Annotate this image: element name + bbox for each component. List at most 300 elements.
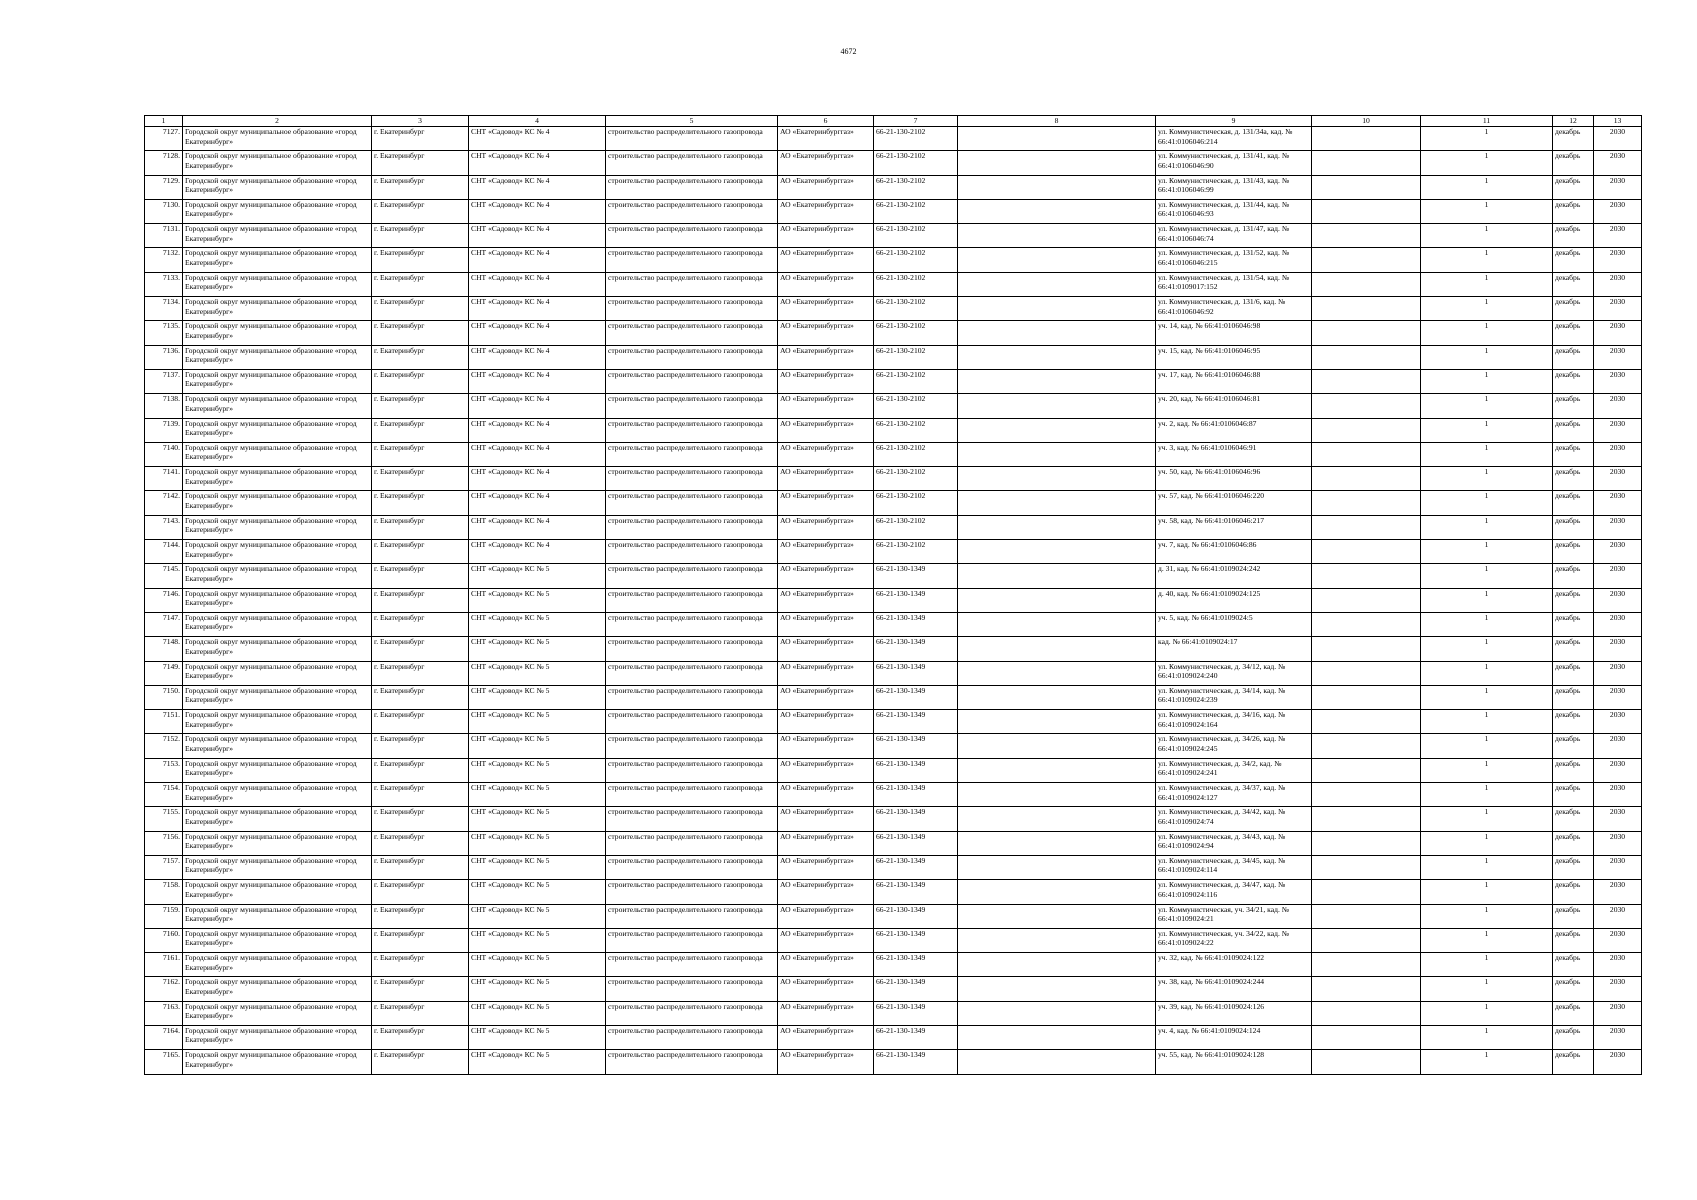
cell-col-9: ул. Коммунистическая, д. 34/47, кад. № 66:41:0109024:116 [1156,880,1312,904]
cell-col-5: строительство распределительного газопровода [606,953,778,977]
cell-col-12: декабрь [1553,224,1594,248]
column-number-3: 3 [372,116,469,127]
cell-col-8 [958,151,1156,175]
cell-col-11: 1 [1421,783,1553,807]
cell-col-1: 7156. [145,831,183,855]
cell-col-4: СНТ «Садовод» КС № 5 [469,661,606,685]
cell-col-4: СНТ «Садовод» КС № 5 [469,783,606,807]
cell-col-6: АО «Екатеринбурггаз» [778,345,874,369]
cell-col-13: 2030 [1594,904,1642,928]
cell-col-7: 66-21-130-2102 [874,491,958,515]
cell-col-5: строительство распределительного газопровода [606,175,778,199]
cell-col-11: 1 [1421,685,1553,709]
cell-col-11: 1 [1421,661,1553,685]
cell-col-3: г. Екатеринбург [372,831,469,855]
cell-col-6: АО «Екатеринбурггаз» [778,685,874,709]
cell-col-12: декабрь [1553,783,1594,807]
cell-col-4: СНТ «Садовод» КС № 5 [469,855,606,879]
cell-col-11: 1 [1421,442,1553,466]
cell-col-10 [1312,297,1421,321]
cell-col-3: г. Екатеринбург [372,540,469,564]
cell-col-5: строительство распределительного газопровода [606,272,778,296]
cell-col-10 [1312,1001,1421,1025]
cell-col-1: 7127. [145,127,183,151]
cell-col-13: 2030 [1594,685,1642,709]
cell-col-6: АО «Екатеринбурггаз» [778,248,874,272]
cell-col-7: 66-21-130-1349 [874,637,958,661]
cell-col-5: строительство распределительного газопровода [606,807,778,831]
cell-col-11: 1 [1421,758,1553,782]
cell-col-4: СНТ «Садовод» КС № 5 [469,880,606,904]
cell-col-3: г. Екатеринбург [372,855,469,879]
cell-col-5: строительство распределительного газопровода [606,224,778,248]
cell-col-12: декабрь [1553,467,1594,491]
cell-col-13: 2030 [1594,831,1642,855]
cell-col-8 [958,224,1156,248]
cell-col-1: 7147. [145,612,183,636]
cell-col-1: 7137. [145,369,183,393]
table-row [145,904,1642,928]
cell-col-13: 2030 [1594,855,1642,879]
cell-col-13: 2030 [1594,1050,1642,1074]
cell-col-3: г. Екатеринбург [372,807,469,831]
cell-col-3: г. Екатеринбург [372,783,469,807]
cell-col-2: Городской округ муниципальное образование «город Екатеринбург» [183,199,372,223]
cell-col-3: г. Екатеринбург [372,491,469,515]
cell-col-7: 66-21-130-1349 [874,661,958,685]
cell-col-7: 66-21-130-2102 [874,151,958,175]
cell-col-6: АО «Екатеринбурггаз» [778,491,874,515]
table-row [145,515,1642,539]
cell-col-7: 66-21-130-2102 [874,297,958,321]
table-row [145,588,1642,612]
cell-col-8 [958,710,1156,734]
cell-col-3: г. Екатеринбург [372,734,469,758]
cell-col-1: 7151. [145,710,183,734]
cell-col-11: 1 [1421,831,1553,855]
cell-col-13: 2030 [1594,1025,1642,1049]
cell-col-7: 66-21-130-1349 [874,758,958,782]
cell-col-3: г. Екатеринбург [372,127,469,151]
cell-col-11: 1 [1421,199,1553,223]
cell-col-4: СНТ «Садовод» КС № 5 [469,588,606,612]
cell-col-11: 1 [1421,321,1553,345]
cell-col-7: 66-21-130-2102 [874,515,958,539]
table-row [145,1001,1642,1025]
cell-col-6: АО «Екатеринбурггаз» [778,224,874,248]
cell-col-7: 66-21-130-2102 [874,248,958,272]
cell-col-5: строительство распределительного газопровода [606,904,778,928]
cell-col-7: 66-21-130-2102 [874,442,958,466]
cell-col-11: 1 [1421,127,1553,151]
table-row [145,637,1642,661]
table-row [145,831,1642,855]
cell-col-11: 1 [1421,710,1553,734]
cell-col-8 [958,394,1156,418]
cell-col-3: г. Екатеринбург [372,418,469,442]
cell-col-4: СНТ «Садовод» КС № 5 [469,710,606,734]
cell-col-10 [1312,637,1421,661]
cell-col-6: АО «Екатеринбурггаз» [778,588,874,612]
cell-col-12: декабрь [1553,491,1594,515]
cell-col-9: ул. Коммунистическая, уч. 34/22, кад. № 66:41:0109024:22 [1156,928,1312,952]
cell-col-1: 7142. [145,491,183,515]
cell-col-3: г. Екатеринбург [372,904,469,928]
table-row [145,953,1642,977]
cell-col-2: Городской округ муниципальное образование «город Екатеринбург» [183,297,372,321]
cell-col-9: ул. Коммунистическая, д. 131/41, кад. № 66:41:0106046:90 [1156,151,1312,175]
cell-col-4: СНТ «Садовод» КС № 5 [469,734,606,758]
cell-col-2: Городской округ муниципальное образование «город Екатеринбург» [183,540,372,564]
cell-col-8 [958,297,1156,321]
cell-col-4: СНТ «Садовод» КС № 4 [469,345,606,369]
cell-col-9: уч. 7, кад. № 66:41:0106046:86 [1156,540,1312,564]
cell-col-13: 2030 [1594,442,1642,466]
cell-col-11: 1 [1421,904,1553,928]
table-row [145,442,1642,466]
cell-col-9: уч. 57, кад. № 66:41:0106046:220 [1156,491,1312,515]
cell-col-1: 7130. [145,199,183,223]
cell-col-4: СНТ «Садовод» КС № 4 [469,515,606,539]
cell-col-3: г. Екатеринбург [372,588,469,612]
cell-col-2: Городской округ муниципальное образование «город Екатеринбург» [183,272,372,296]
cell-col-8 [958,321,1156,345]
table-row [145,661,1642,685]
cell-col-10 [1312,953,1421,977]
cell-col-8 [958,783,1156,807]
page-number: 4672 [840,47,857,56]
cell-col-7: 66-21-130-1349 [874,904,958,928]
cell-col-13: 2030 [1594,248,1642,272]
cell-col-7: 66-21-130-2102 [874,540,958,564]
cell-col-13: 2030 [1594,928,1642,952]
cell-col-13: 2030 [1594,491,1642,515]
cell-col-4: СНТ «Садовод» КС № 5 [469,831,606,855]
cell-col-3: г. Екатеринбург [372,1050,469,1074]
cell-col-13: 2030 [1594,953,1642,977]
cell-col-10 [1312,491,1421,515]
cell-col-10 [1312,345,1421,369]
cell-col-9: ул. Коммунистическая, д. 34/16, кад. № 66:41:0109024:164 [1156,710,1312,734]
cell-col-6: АО «Екатеринбурггаз» [778,467,874,491]
cell-col-5: строительство распределительного газопровода [606,758,778,782]
cell-col-3: г. Екатеринбург [372,515,469,539]
cell-col-5: строительство распределительного газопровода [606,855,778,879]
cell-col-9: ул. Коммунистическая, д. 131/6, кад. № 66:41:0106046:92 [1156,297,1312,321]
cell-col-13: 2030 [1594,880,1642,904]
cell-col-13: 2030 [1594,977,1642,1001]
cell-col-5: строительство распределительного газопровода [606,928,778,952]
cell-col-7: 66-21-130-2102 [874,321,958,345]
cell-col-7: 66-21-130-1349 [874,1050,958,1074]
cell-col-6: АО «Екатеринбурггаз» [778,564,874,588]
cell-col-13: 2030 [1594,612,1642,636]
cell-col-9: уч. 2, кад. № 66:41:0106046:87 [1156,418,1312,442]
cell-col-7: 66-21-130-1349 [874,685,958,709]
cell-col-2: Городской округ муниципальное образование «город Екатеринбург» [183,442,372,466]
column-number-8: 8 [958,116,1156,127]
cell-col-6: АО «Екатеринбурггаз» [778,904,874,928]
cell-col-6: АО «Екатеринбурггаз» [778,1001,874,1025]
table-row [145,175,1642,199]
cell-col-13: 2030 [1594,369,1642,393]
cell-col-7: 66-21-130-2102 [874,127,958,151]
cell-col-12: декабрь [1553,418,1594,442]
cell-col-10 [1312,880,1421,904]
cell-col-8 [958,540,1156,564]
table-row [145,199,1642,223]
cell-col-1: 7145. [145,564,183,588]
cell-col-4: СНТ «Садовод» КС № 5 [469,904,606,928]
cell-col-9: уч. 39, кад. № 66:41:0109024:126 [1156,1001,1312,1025]
cell-col-2: Городской округ муниципальное образование «город Екатеринбург» [183,928,372,952]
cell-col-1: 7164. [145,1025,183,1049]
cell-col-10 [1312,855,1421,879]
cell-col-9: уч. 15, кад. № 66:41:0106046:95 [1156,345,1312,369]
table-row [145,297,1642,321]
cell-col-5: строительство распределительного газопровода [606,199,778,223]
cell-col-10 [1312,540,1421,564]
cell-col-7: 66-21-130-2102 [874,175,958,199]
cell-col-3: г. Екатеринбург [372,564,469,588]
cell-col-10 [1312,467,1421,491]
cell-col-4: СНТ «Садовод» КС № 4 [469,248,606,272]
cell-col-11: 1 [1421,588,1553,612]
cell-col-9: ул. Коммунистическая, д. 34/43, кад. № 66:41:0109024:94 [1156,831,1312,855]
cell-col-12: декабрь [1553,394,1594,418]
cell-col-12: декабрь [1553,758,1594,782]
cell-col-4: СНТ «Садовод» КС № 4 [469,491,606,515]
cell-col-13: 2030 [1594,564,1642,588]
cell-col-2: Городской округ муниципальное образование «город Екатеринбург» [183,175,372,199]
cell-col-13: 2030 [1594,1001,1642,1025]
cell-col-1: 7162. [145,977,183,1001]
cell-col-8 [958,199,1156,223]
cell-col-8 [958,369,1156,393]
cell-col-1: 7144. [145,540,183,564]
cell-col-8 [958,515,1156,539]
cell-col-8 [958,904,1156,928]
cell-col-2: Городской округ муниципальное образование «город Екатеринбург» [183,248,372,272]
cell-col-7: 66-21-130-2102 [874,199,958,223]
cell-col-9: уч. 32, кад. № 66:41:0109024:122 [1156,953,1312,977]
cell-col-9: ул. Коммунистическая, д. 34/2, кад. № 66:41:0109024:241 [1156,758,1312,782]
cell-col-12: декабрь [1553,831,1594,855]
cell-col-6: АО «Екатеринбурггаз» [778,321,874,345]
cell-col-7: 66-21-130-1349 [874,1001,958,1025]
cell-col-5: строительство распределительного газопровода [606,880,778,904]
column-number-11: 11 [1421,116,1553,127]
cell-col-7: 66-21-130-2102 [874,272,958,296]
cell-col-4: СНТ «Садовод» КС № 5 [469,1001,606,1025]
cell-col-12: декабрь [1553,151,1594,175]
cell-col-5: строительство распределительного газопровода [606,467,778,491]
cell-col-6: АО «Екатеринбурггаз» [778,831,874,855]
cell-col-2: Городской округ муниципальное образование «город Екатеринбург» [183,685,372,709]
cell-col-2: Городской округ муниципальное образование «город Екатеринбург» [183,224,372,248]
cell-col-11: 1 [1421,1025,1553,1049]
column-number-1: 1 [145,116,183,127]
cell-col-4: СНТ «Садовод» КС № 4 [469,467,606,491]
cell-col-10 [1312,685,1421,709]
cell-col-5: строительство распределительного газопровода [606,783,778,807]
cell-col-2: Городской округ муниципальное образование «город Екатеринбург» [183,758,372,782]
cell-col-13: 2030 [1594,783,1642,807]
cell-col-10 [1312,734,1421,758]
cell-col-11: 1 [1421,807,1553,831]
cell-col-9: уч. 58, кад. № 66:41:0106046:217 [1156,515,1312,539]
table-row [145,1050,1642,1074]
table-row [145,127,1642,151]
cell-col-12: декабрь [1553,807,1594,831]
cell-col-8 [958,807,1156,831]
cell-col-12: декабрь [1553,199,1594,223]
table-body [145,127,1642,1075]
column-number-6: 6 [778,116,874,127]
cell-col-5: строительство распределительного газопровода [606,685,778,709]
cell-col-4: СНТ «Садовод» КС № 4 [469,224,606,248]
cell-col-3: г. Екатеринбург [372,637,469,661]
cell-col-11: 1 [1421,734,1553,758]
cell-col-5: строительство распределительного газопровода [606,297,778,321]
cell-col-5: строительство распределительного газопровода [606,321,778,345]
cell-col-5: строительство распределительного газопровода [606,977,778,1001]
cell-col-2: Городской округ муниципальное образование «город Екатеринбург» [183,904,372,928]
cell-col-8 [958,685,1156,709]
cell-col-13: 2030 [1594,224,1642,248]
column-number-10: 10 [1312,116,1421,127]
cell-col-8 [958,127,1156,151]
cell-col-11: 1 [1421,369,1553,393]
cell-col-2: Городской округ муниципальное образование «город Екатеринбург» [183,831,372,855]
cell-col-8 [958,564,1156,588]
cell-col-5: строительство распределительного газопровода [606,1025,778,1049]
cell-col-7: 66-21-130-2102 [874,394,958,418]
cell-col-6: АО «Екатеринбурггаз» [778,151,874,175]
cell-col-7: 66-21-130-1349 [874,855,958,879]
table-row [145,685,1642,709]
cell-col-4: СНТ «Садовод» КС № 5 [469,1050,606,1074]
table-row [145,880,1642,904]
cell-col-9: уч. 38, кад. № 66:41:0109024:244 [1156,977,1312,1001]
table-row [145,345,1642,369]
cell-col-1: 7160. [145,928,183,952]
cell-col-9: ул. Коммунистическая, д. 34/12, кад. № 66:41:0109024:240 [1156,661,1312,685]
cell-col-4: СНТ «Садовод» КС № 4 [469,199,606,223]
cell-col-9: д. 31, кад. № 66:41:0109024:242 [1156,564,1312,588]
cell-col-4: СНТ «Садовод» КС № 5 [469,637,606,661]
cell-col-5: строительство распределительного газопровода [606,588,778,612]
cell-col-12: декабрь [1553,175,1594,199]
table-row [145,734,1642,758]
cell-col-5: строительство распределительного газопровода [606,1050,778,1074]
table-row [145,151,1642,175]
cell-col-1: 7132. [145,248,183,272]
cell-col-2: Городской округ муниципальное образование «город Екатеринбург» [183,394,372,418]
cell-col-10 [1312,758,1421,782]
cell-col-4: СНТ «Садовод» КС № 5 [469,807,606,831]
cell-col-11: 1 [1421,467,1553,491]
cell-col-3: г. Екатеринбург [372,880,469,904]
cell-col-2: Городской округ муниципальное образование «город Екатеринбург» [183,710,372,734]
cell-col-11: 1 [1421,345,1553,369]
cell-col-2: Городской округ муниципальное образование «город Екатеринбург» [183,588,372,612]
cell-col-5: строительство распределительного газопровода [606,248,778,272]
cell-col-7: 66-21-130-1349 [874,953,958,977]
cell-col-1: 7140. [145,442,183,466]
cell-col-9: уч. 14, кад. № 66:41:0106046:98 [1156,321,1312,345]
cell-col-3: г. Екатеринбург [372,928,469,952]
cell-col-3: г. Екатеринбург [372,758,469,782]
cell-col-13: 2030 [1594,661,1642,685]
table-row [145,564,1642,588]
cell-col-4: СНТ «Садовод» КС № 5 [469,1025,606,1049]
cell-col-4: СНТ «Садовод» КС № 4 [469,540,606,564]
cell-col-13: 2030 [1594,394,1642,418]
cell-col-8 [958,418,1156,442]
cell-col-13: 2030 [1594,734,1642,758]
cell-col-1: 7148. [145,637,183,661]
cell-col-8 [958,491,1156,515]
cell-col-3: г. Екатеринбург [372,685,469,709]
cell-col-1: 7149. [145,661,183,685]
cell-col-11: 1 [1421,540,1553,564]
cell-col-10 [1312,588,1421,612]
cell-col-5: строительство распределительного газопровода [606,661,778,685]
cell-col-9: уч. 50, кад. № 66:41:0106046:96 [1156,467,1312,491]
cell-col-2: Городской округ муниципальное образование «город Екатеринбург» [183,515,372,539]
cell-col-11: 1 [1421,1050,1553,1074]
cell-col-6: АО «Екатеринбурггаз» [778,540,874,564]
cell-col-7: 66-21-130-1349 [874,880,958,904]
cell-col-11: 1 [1421,977,1553,1001]
column-number-row [145,116,1642,127]
cell-col-12: декабрь [1553,588,1594,612]
cell-col-1: 7158. [145,880,183,904]
cell-col-1: 7139. [145,418,183,442]
cell-col-11: 1 [1421,515,1553,539]
cell-col-12: декабрь [1553,345,1594,369]
cell-col-1: 7131. [145,224,183,248]
table-row [145,855,1642,879]
cell-col-10 [1312,928,1421,952]
cell-col-4: СНТ «Садовод» КС № 4 [469,321,606,345]
cell-col-8 [958,1050,1156,1074]
cell-col-9: ул. Коммунистическая, д. 34/26, кад. № 66:41:0109024:245 [1156,734,1312,758]
cell-col-8 [958,345,1156,369]
cell-col-4: СНТ «Садовод» КС № 5 [469,685,606,709]
cell-col-4: СНТ «Садовод» КС № 5 [469,758,606,782]
cell-col-1: 7138. [145,394,183,418]
cell-col-13: 2030 [1594,588,1642,612]
cell-col-3: г. Екатеринбург [372,151,469,175]
cell-col-13: 2030 [1594,175,1642,199]
cell-col-8 [958,928,1156,952]
cell-col-8 [958,442,1156,466]
cell-col-3: г. Екатеринбург [372,612,469,636]
cell-col-6: АО «Екатеринбурггаз» [778,953,874,977]
cell-col-13: 2030 [1594,297,1642,321]
cell-col-5: строительство распределительного газопровода [606,418,778,442]
cell-col-2: Городской округ муниципальное образование «город Екатеринбург» [183,953,372,977]
cell-col-10 [1312,369,1421,393]
cell-col-7: 66-21-130-1349 [874,564,958,588]
cell-col-1: 7134. [145,297,183,321]
cell-col-10 [1312,1025,1421,1049]
cell-col-7: 66-21-130-1349 [874,734,958,758]
cell-col-8 [958,248,1156,272]
cell-col-8 [958,734,1156,758]
